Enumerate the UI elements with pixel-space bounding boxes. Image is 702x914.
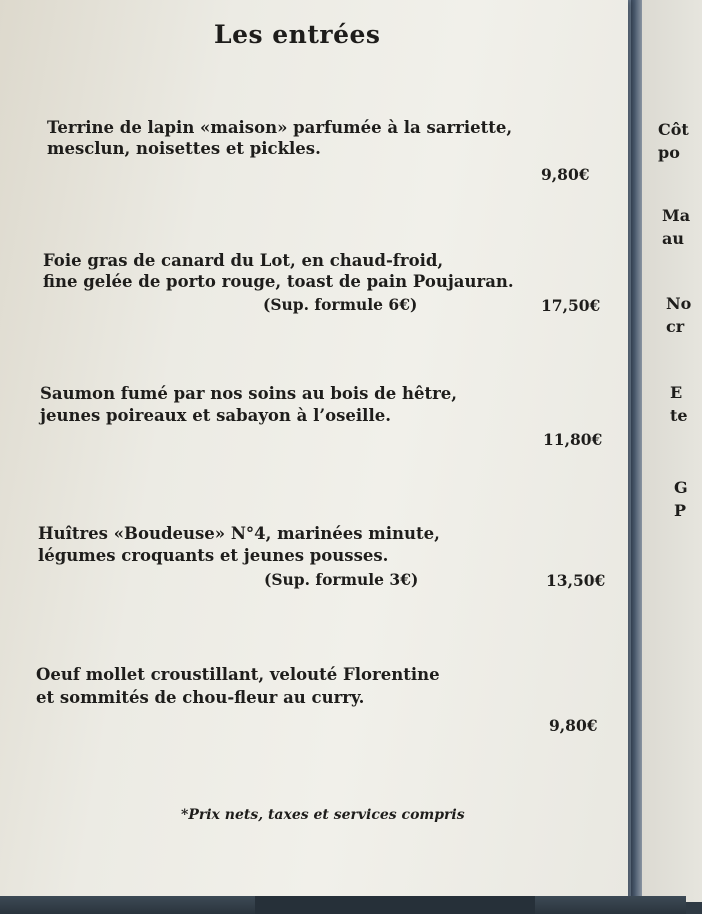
dish-5-line-2: et sommités de chou-fleur au curry. — [36, 688, 365, 707]
dish-1-line-1: Terrine de lapin «maison» parfumée à la sarriette, — [47, 118, 513, 137]
right-fragment: No — [666, 294, 692, 313]
dish-5-price: 9,80€ — [549, 716, 598, 735]
dish-3-line-2: jeunes poireaux et sabayon à l’oseille. — [40, 406, 391, 425]
dish-2-line-1: Foie gras de canard du Lot, en chaud-froid, — [43, 251, 444, 270]
dish-1-price: 9,80€ — [541, 165, 590, 184]
dish-4-line-1: Huîtres «Boudeuse» N°4, marinées minute, — [38, 524, 440, 543]
dish-3-line-1: Saumon fumé par nos soins au bois de hêtre, — [40, 384, 458, 403]
dish-2-supplement: (Sup. formule 6€) — [263, 295, 418, 314]
page-title: Les entrées — [214, 20, 381, 49]
right-fragment: E — [670, 383, 683, 402]
dish-3-price: 11,80€ — [543, 430, 603, 449]
right-fragment: P — [674, 501, 687, 520]
binding-edge — [628, 0, 631, 914]
right-fragment: cr — [666, 317, 685, 336]
dish-4-supplement: (Sup. formule 3€) — [264, 570, 419, 589]
right-fragment: G — [674, 478, 688, 497]
right-fragment: Ma — [662, 206, 691, 225]
dish-2-price: 17,50€ — [541, 296, 601, 315]
dish-2-line-2: fine gelée de porto rouge, toast de pain Poujauran. — [43, 272, 514, 291]
right-fragment: Côt — [658, 120, 689, 139]
dish-1-line-2: mesclun, noisettes et pickles. — [47, 139, 321, 158]
dish-5-line-1: Oeuf mollet croustillant, velouté Florentine — [36, 665, 440, 684]
menu-cover-bottom — [0, 896, 686, 914]
right-fragment: au — [662, 229, 684, 248]
dish-4-price: 13,50€ — [546, 571, 606, 590]
right-fragment: te — [670, 406, 688, 425]
price-footnote: *Prix nets, taxes et services compris — [181, 807, 465, 823]
right-fragment: po — [658, 143, 680, 162]
dish-4-line-2: légumes croquants et jeunes pousses. — [38, 546, 389, 565]
cover-tab — [255, 896, 535, 914]
right-page — [642, 0, 702, 902]
